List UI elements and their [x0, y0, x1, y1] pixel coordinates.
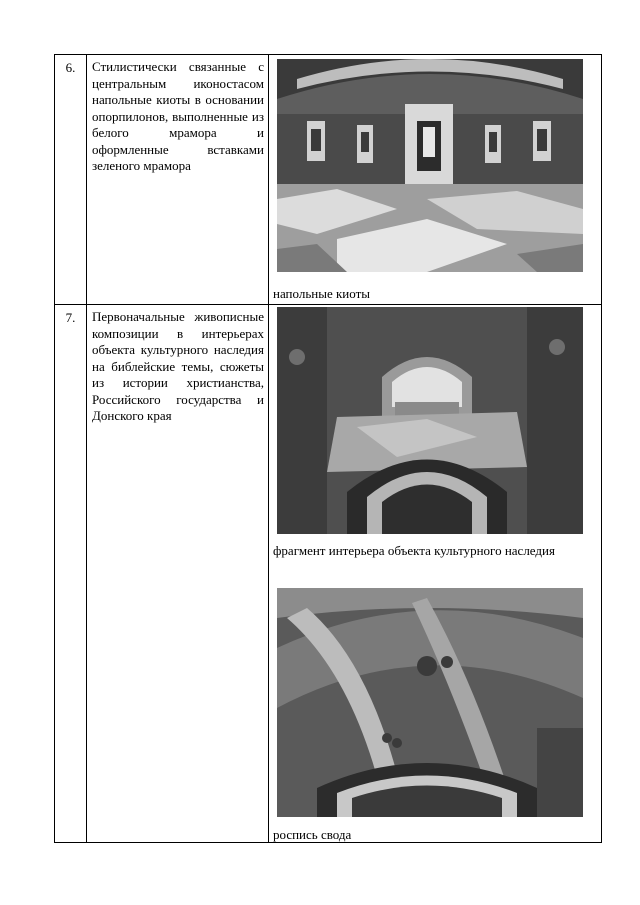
- row-number: 7.: [65, 310, 76, 325]
- row-image-cell: [269, 55, 602, 305]
- row-description: Первоначальные живописные композиции в интерьерах объекта культурного наследия на библейские темы, сюжеты из истории христианства, Российского государства и Донского края: [92, 309, 264, 423]
- row-description-cell: [87, 55, 269, 305]
- row-description: Стилистически связанные с центральным иконостасом напольные киоты в основании опорпилонов, выполненные из белого мрамора и оформленные вставками зеленого мрамора: [92, 59, 264, 173]
- church-interior-photo: [277, 59, 583, 272]
- figure-caption: роспись свода: [273, 827, 352, 842]
- row-image-cell: [269, 305, 602, 843]
- figure-caption: напольные киоты: [273, 286, 370, 301]
- row-number-cell: [55, 55, 87, 305]
- arch-fragment-photo: [277, 307, 583, 534]
- table-row: [55, 55, 602, 305]
- heritage-table: [54, 54, 602, 843]
- vault-painting-photo: [277, 588, 583, 817]
- row-number: 6.: [65, 60, 76, 75]
- row-description-cell: [87, 305, 269, 843]
- row-number-cell: [55, 305, 87, 843]
- table-row: [55, 305, 602, 843]
- figure-caption: фрагмент интерьера объекта культурного наследия: [273, 543, 555, 558]
